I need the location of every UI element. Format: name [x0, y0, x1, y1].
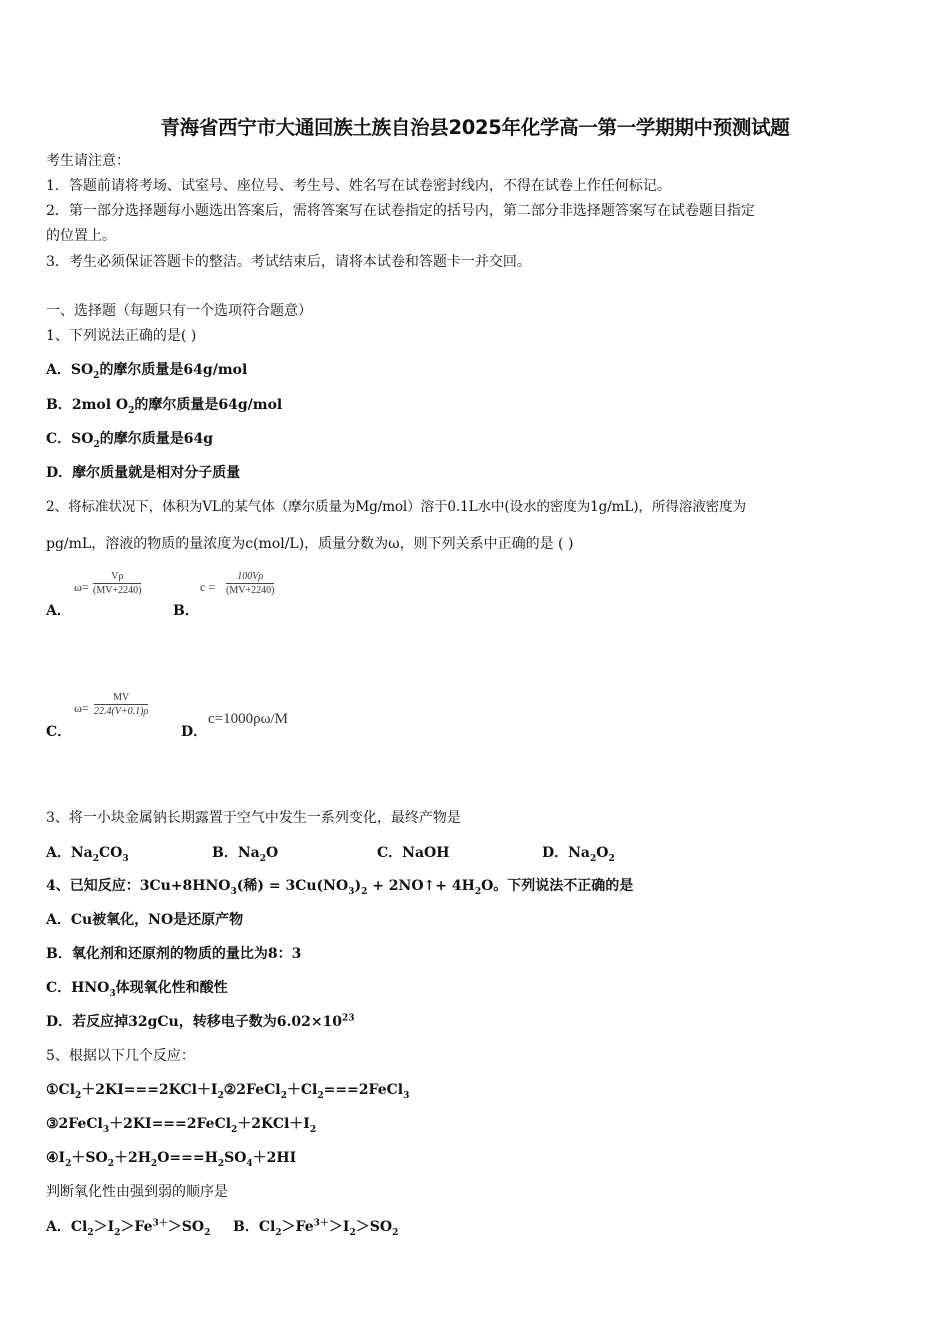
q4-option-a: A．Cu被氧化，NO是还原产物 — [46, 912, 244, 928]
q5-reaction-3: $③2FeCl_3+2KI===2FeCl_2+2KCl+I_2$ — [46, 1116, 317, 1135]
q5-reaction-4: $④I_2+SO_2+2H_2O===H_2SO_4+2HI$ — [46, 1150, 297, 1169]
q2-stem-line2: pg/mL，溶液的物质的量浓度为c(mol/L)，质量分数为ω，则下列关系中正确的是 ( ) — [46, 536, 574, 552]
q3-stem: 3、将一小块金属钠长期露置于空气中发生一系列变化，最终产物是 — [46, 810, 461, 826]
q4-option-d: D．若反应掉32gCu，转移电子数为$6.02\times 10^{23}$ — [46, 1013, 355, 1030]
q2-option-c-fraction — [94, 692, 148, 717]
fraction-denominator: 22.4(V+0.1)ρ — [94, 706, 149, 717]
q2-option-a-fraction — [93, 571, 141, 596]
notice-item-2: 2．第一部分选择题每小题选出答案后，需将答案写在试卷指定的括号内，第二部分非选择题答案写在试卷题目指定 — [46, 203, 755, 219]
q2-stem-line1: 2、将标准状况下，体积为VL的某气体（摩尔质量为Mg/mol）溶于0.1L水中(设水的密度为1g/mL)，所得溶液密度为 — [46, 499, 746, 515]
q2-option-b-fraction — [226, 571, 274, 596]
fraction-numerator: MV — [94, 692, 148, 705]
q2-option-a-lhs: ω= — [74, 580, 89, 594]
q5-option-a: A．$Cl_2>I_2>Fe^{3+}>SO_2$ — [46, 1218, 211, 1238]
notice-item-3: 3．考生必须保证答题卡的整洁。考试结束后，请将本试卷和答题卡一并交回。 — [46, 254, 531, 270]
q3-option-d: D．$Na_2O_2$ — [542, 845, 615, 864]
q4-option-b: B．氧化剂和还原剂的物质的量比为8：3 — [46, 946, 302, 962]
q2-option-c-lhs: ω= — [74, 701, 89, 715]
q1-stem: 1、下列说法正确的是( ) — [46, 328, 197, 344]
q3-option-a: A．$Na_2CO_3$ — [46, 845, 129, 864]
notice-item-2-cont: 的位置上。 — [46, 228, 116, 244]
q5-judge: 判断氧化性由强到弱的顺序是 — [46, 1184, 228, 1200]
q1-option-d: D．摩尔质量就是相对分子质量 — [46, 465, 241, 481]
q2-option-b-label: B． — [173, 603, 199, 619]
q2-option-d-label: D． — [181, 724, 208, 740]
fraction-denominator: (MV+2240) — [226, 585, 275, 596]
q1-option-b: B．2mol $O_2$的摩尔质量是64g/mol — [46, 397, 283, 416]
notice-item-1: 1．答题前请将考场、试室号、座位号、考生号、姓名写在试卷密封线内，不得在试卷上作任何标记。 — [46, 178, 671, 194]
section-heading: 一、选择题（每题只有一个选项符合题意） — [46, 303, 312, 319]
q4-option-c: C．$HNO_3$体现氧化性和酸性 — [46, 980, 228, 999]
fraction-numerator: 100Vρ — [226, 571, 274, 584]
q2-option-a-label: A． — [46, 603, 71, 619]
fraction-denominator: (MV+2240) — [93, 585, 142, 596]
q5-option-b: B．$Cl_2>Fe^{3+}>I_2>SO_2$ — [233, 1218, 399, 1238]
page-title: 青海省西宁市大通回族土族自治县2025年化学高一第一学期期中预测试题 — [160, 116, 790, 139]
q2-option-c-label: C． — [46, 724, 72, 740]
q3-option-c: C．NaOH — [377, 845, 450, 861]
fraction-numerator: Vρ — [93, 571, 141, 584]
notice-heading: 考生请注意： — [46, 153, 130, 169]
q5-reaction-1-2: $①Cl_2+2KI===2KCl+I_2②2FeCl_2+Cl_2===2FeCl_3$ — [46, 1082, 410, 1101]
q3-option-b: B．$Na_2O$ — [212, 845, 279, 864]
q1-option-a: A．$SO_2$的摩尔质量是64g/mol — [46, 362, 248, 381]
q5-stem: 5、根据以下几个反应： — [46, 1048, 195, 1064]
q2-option-d-formula: c=1000ρω/M — [208, 711, 288, 727]
q4-stem: 4、已知反应：$3Cu+8HNO_3$(稀) = $3Cu(NO_3)_2$ + 2NO↑+ $4H_2O$。下列说法不正确的是 — [46, 878, 634, 897]
q2-option-b-lhs: c = — [200, 580, 216, 594]
q1-option-c: C．$SO_2$的摩尔质量是64g — [46, 431, 213, 450]
